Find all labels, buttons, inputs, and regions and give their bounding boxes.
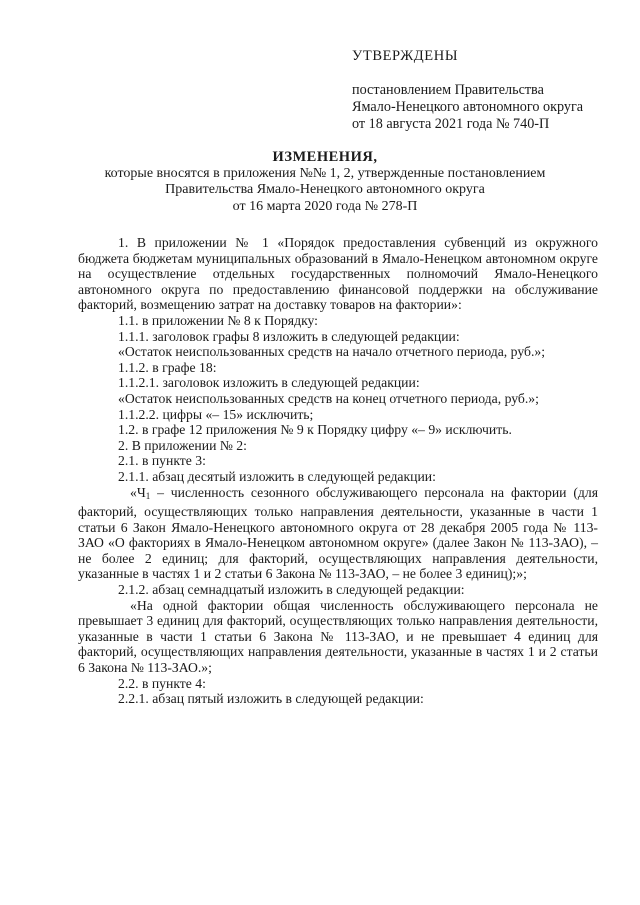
paragraph: 1.1. в приложении № 8 к Порядку: bbox=[118, 312, 318, 328]
paragraph: «Остаток неиспользованных средств на начало отчетного периода, руб.»; bbox=[118, 344, 546, 360]
document-heading bbox=[75, 149, 575, 215]
paragraph: 2.1. в пункте 3: bbox=[118, 453, 206, 469]
heading-title: ИЗМЕНЕНИЯ, bbox=[272, 149, 378, 165]
paragraph: 2.1.1. абзац десятый изложить в следующей редакции: bbox=[118, 468, 436, 484]
paragraph: 1.1.2.2. цифры «– 15» исключить; bbox=[118, 406, 314, 422]
approval-line: от 18 августа 2021 года № 740-П bbox=[352, 116, 550, 132]
document-body bbox=[78, 235, 598, 707]
paragraph: 1. В приложении № 1 «Порядок предоставления субвенций из окружного бюджета бюджетам муниципальных образований в Ямало-Ненецком автономном округе на осуществление отдельных государственных полномочий Ямало-Ненецкого автономного округа по предоставлению финансовой поддержки на обслуживание факторий, возмещению затрат на доставку товаров на фактории»: bbox=[78, 235, 598, 313]
paragraph: 1.1.2. в графе 18: bbox=[118, 359, 217, 375]
formula-symbol: «Ч bbox=[130, 484, 146, 500]
approval-line: Ямало-Ненецкого автономного округа bbox=[352, 99, 584, 115]
approval-title: УТВЕРЖДЕНЫ bbox=[352, 48, 459, 64]
approval-block bbox=[352, 48, 583, 133]
paragraph bbox=[78, 485, 598, 583]
paragraph: 2. В приложении № 2: bbox=[118, 437, 247, 453]
paragraph: 2.2.1. абзац пятый изложить в следующей редакции: bbox=[118, 691, 424, 707]
paragraph: 2.1.2. абзац семнадцатый изложить в следующей редакции: bbox=[118, 582, 465, 598]
paragraph: 1.2. в графе 12 приложения № 9 к Порядку цифру «– 9» исключить. bbox=[118, 422, 512, 438]
approval-line: постановлением Правительства bbox=[352, 82, 544, 98]
paragraph: 1.1.1. заголовок графы 8 изложить в следующей редакции: bbox=[118, 328, 460, 344]
paragraph: «На одной фактории общая численность обслуживающего персонала не превышает 3 единиц для факторий, осуществляющих только направления деятельности, указанные в части 1 статьи 6 Закона № 113-ЗАО, и не превышает 4 единиц для факторий, осуществляющих направления деятельности, указанные в частях 1 и 2 статьи 6 Закона № 113-ЗАО.»; bbox=[78, 597, 598, 676]
heading-line: которые вносятся в приложения №№ 1, 2, утвержденные постановлением bbox=[104, 165, 546, 181]
paragraph: 2.2. в пункте 4: bbox=[118, 675, 206, 691]
paragraph-text: – численность сезонного обслуживающего персонала на фактории (для факторий, осуществляющих только направления деятельности, указанные в части 1 статьи 6 Закон Ямало-Ненецкого автономного округа от 28 декабря 2005 года № 113-ЗАО «О факториях в Ямало-Ненецком автономном округе» (далее Закон № 113-ЗАО), – не более 2 единиц; для факторий, осуществляющих направления деятельности, указанные в частях 1 и 2 статьи 6 Закона № 113-ЗАО, – не более 3 единиц);»; bbox=[78, 484, 598, 582]
paragraph: 1.1.2.1. заголовок изложить в следующей редакции: bbox=[118, 375, 420, 391]
heading-line: от 16 марта 2020 года № 278-П bbox=[232, 198, 418, 214]
heading-line: Правительства Ямало-Ненецкого автономного округа bbox=[165, 182, 485, 197]
paragraph: «Остаток неиспользованных средств на конец отчетного периода, руб.»; bbox=[118, 390, 539, 406]
formula-subscript: 1 bbox=[145, 490, 151, 501]
